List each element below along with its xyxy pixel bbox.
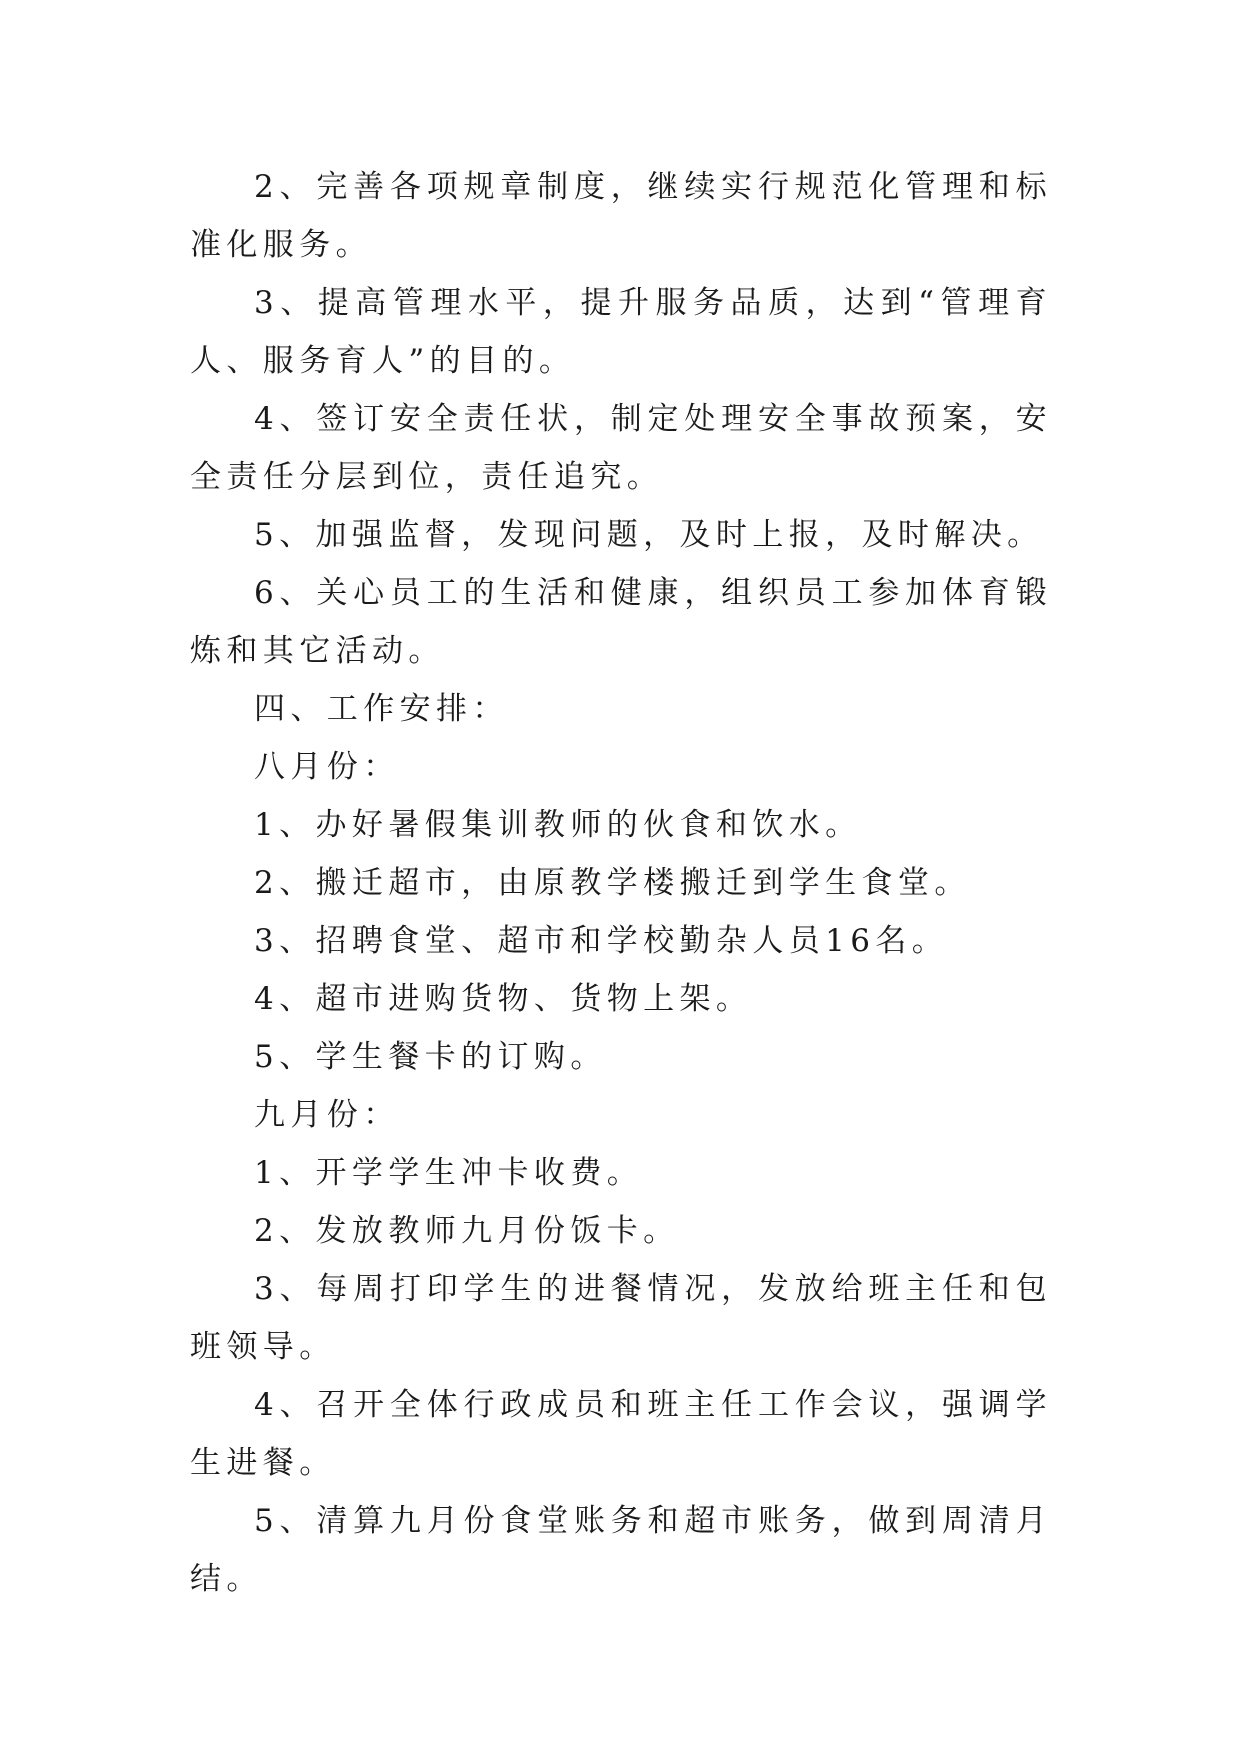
paragraph: 1、开学学生冲卡收费。 xyxy=(254,1155,644,1191)
paragraph: 5、学生餐卡的订购。 xyxy=(254,1039,607,1075)
section-heading: 四、工作安排： xyxy=(254,691,509,727)
paragraph: 3、每周打印学生的进餐情况，发放给班主任和包班领导。 xyxy=(190,1271,1052,1365)
document-body xyxy=(190,158,1052,1608)
paragraph: 4、召开全体行政成员和班主任工作会议，强调学生进餐。 xyxy=(190,1387,1052,1481)
paragraph: 5、加强监督，发现问题，及时上报，及时解决。 xyxy=(254,517,1044,553)
paragraph: 3、招聘食堂、超市和学校勤杂人员16名。 xyxy=(254,923,949,959)
paragraph: 6、关心员工的生活和健康，组织员工参加体育锻炼和其它活动。 xyxy=(190,575,1052,669)
paragraph: 2、发放教师九月份饭卡。 xyxy=(254,1213,680,1249)
paragraph: 2、完善各项规章制度，继续实行规范化管理和标准化服务。 xyxy=(190,169,1052,263)
paragraph: 5、清算九月份食堂账务和超市账务，做到周清月结。 xyxy=(190,1503,1052,1597)
month-heading: 九月份： xyxy=(254,1097,400,1133)
paragraph: 3、提高管理水平，提升服务品质，达到“管理育人、服务育人”的目的。 xyxy=(190,285,1052,379)
paragraph: 4、超市进购货物、货物上架。 xyxy=(254,981,753,1017)
month-heading: 八月份： xyxy=(254,749,400,785)
paragraph: 1、办好暑假集训教师的伙食和饮水。 xyxy=(254,807,862,843)
paragraph: 4、签订安全责任状，制定处理安全事故预案，安全责任分层到位，责任追究。 xyxy=(190,401,1052,495)
paragraph: 2、搬迁超市，由原教学楼搬迁到学生食堂。 xyxy=(254,865,971,901)
